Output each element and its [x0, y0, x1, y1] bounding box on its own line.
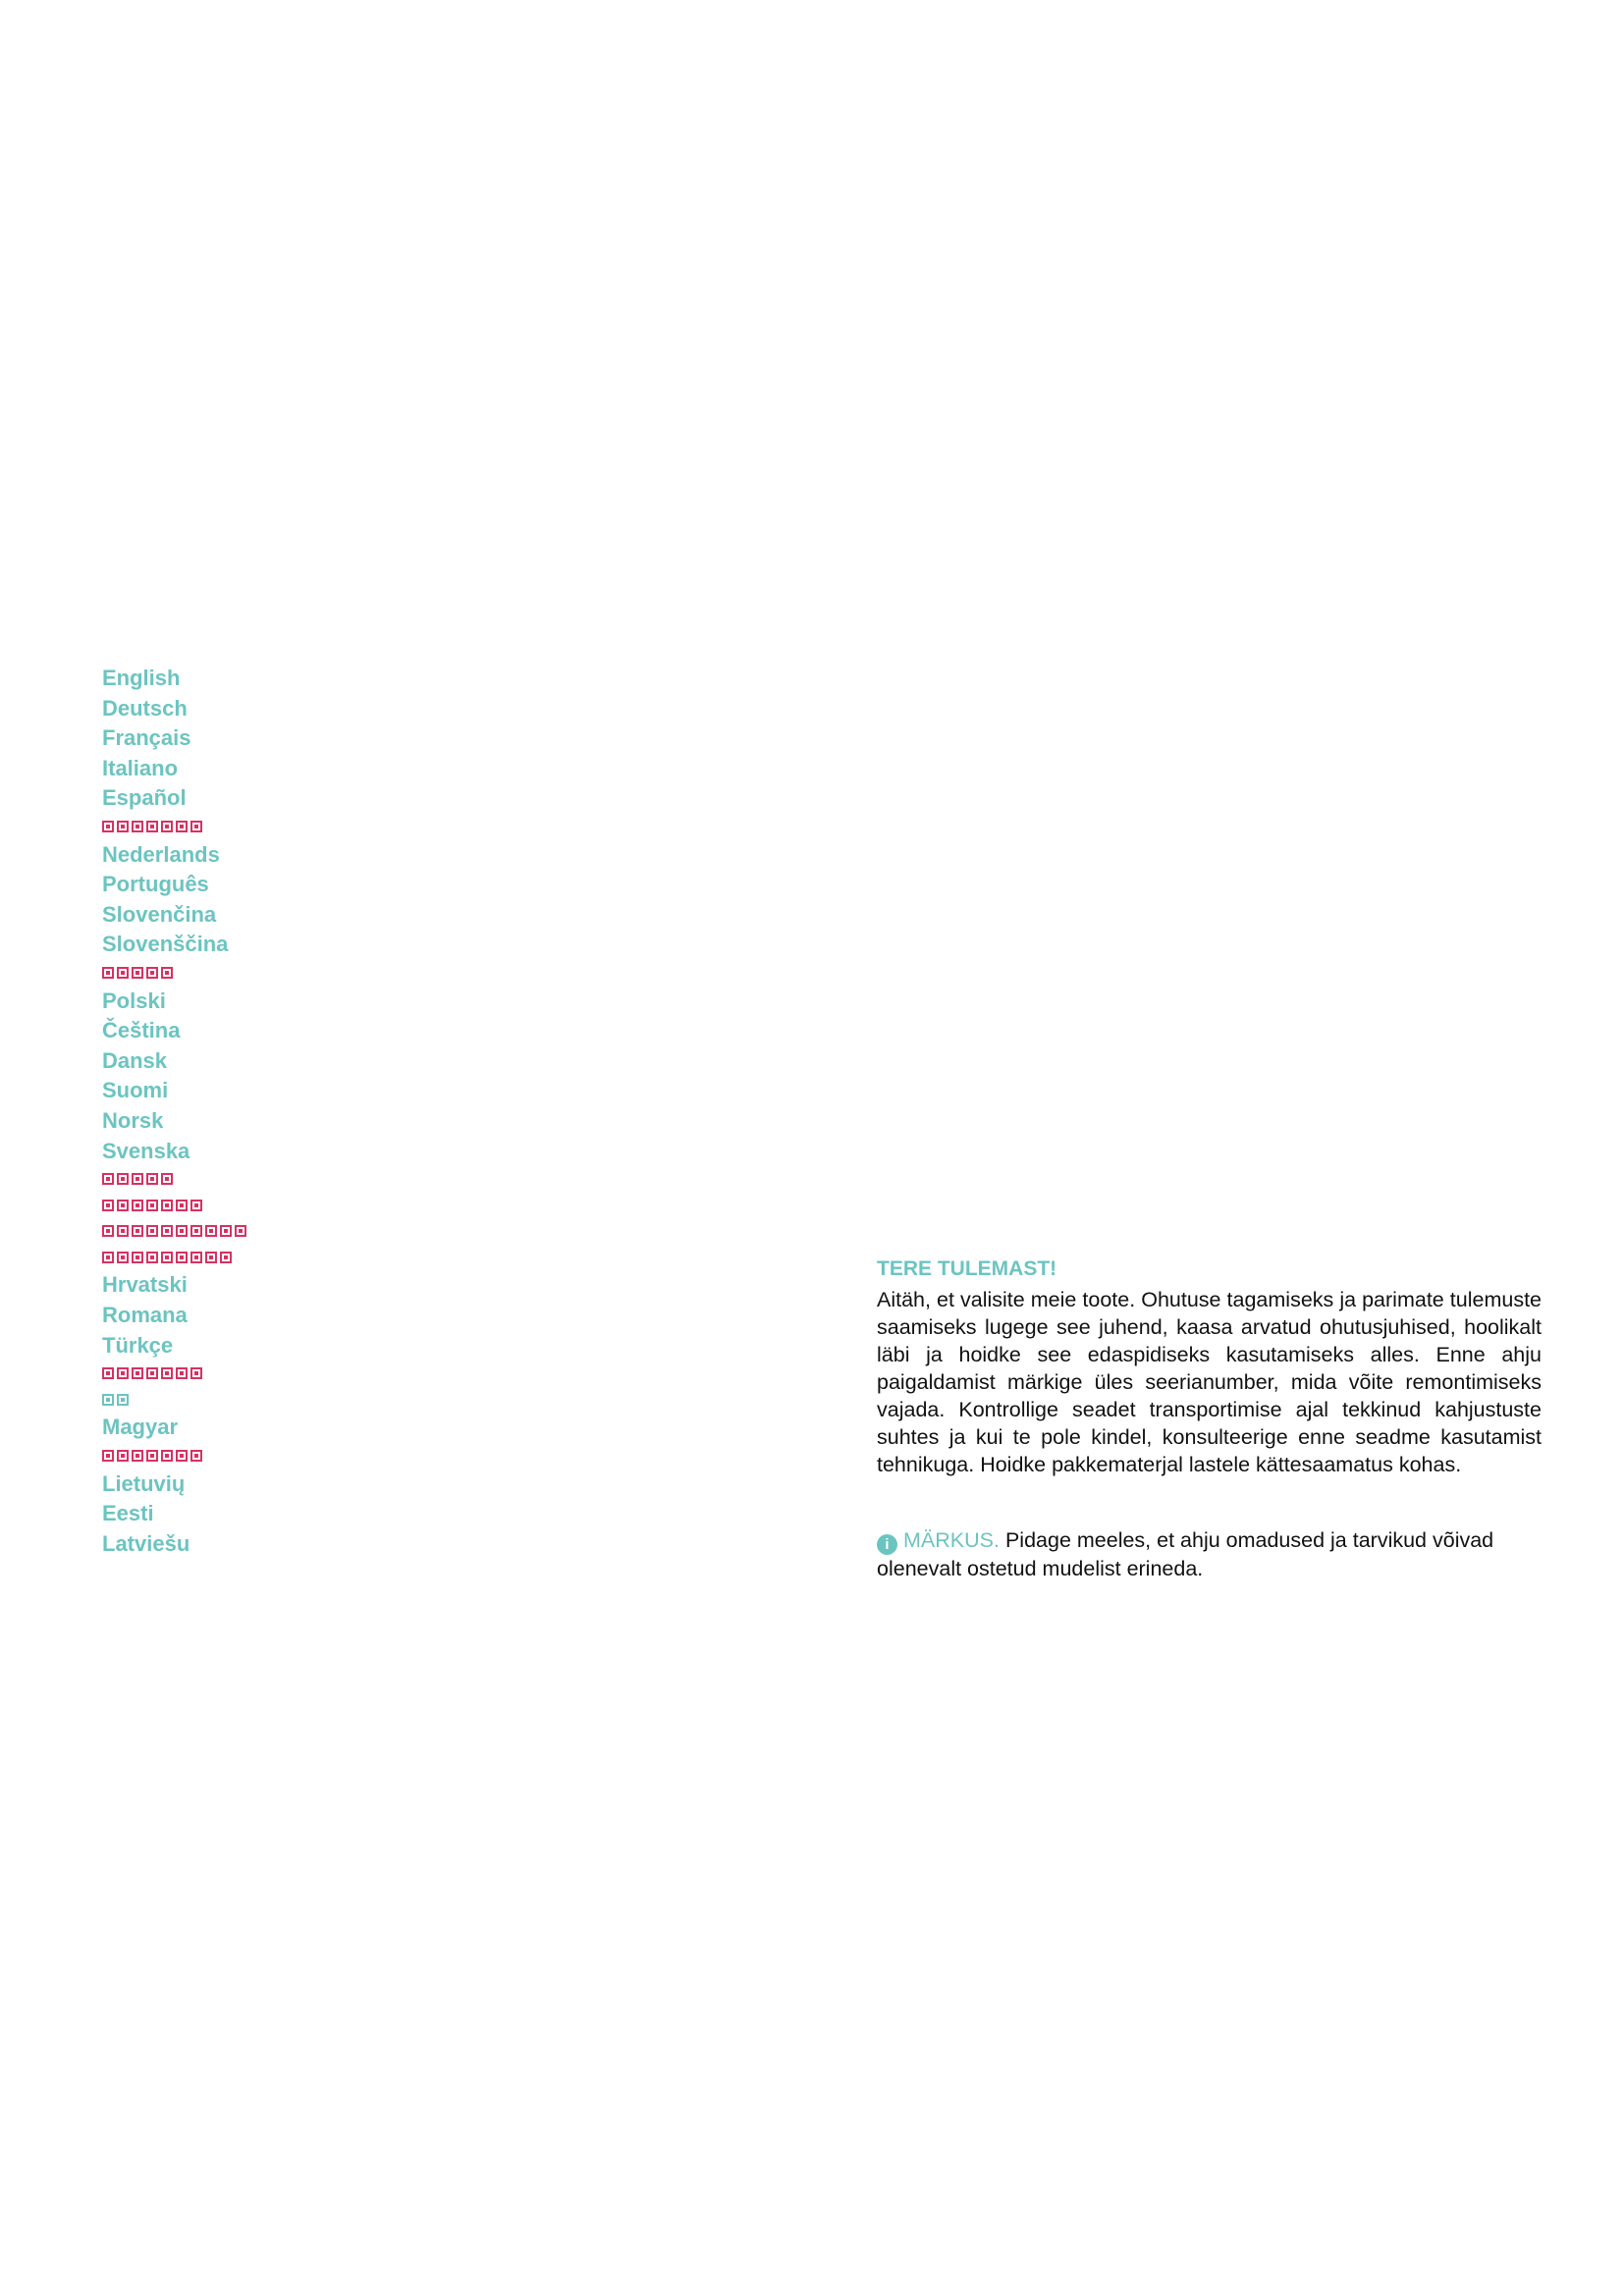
missing-glyph-icon	[205, 1252, 217, 1263]
language-item: Polski	[102, 988, 166, 1013]
info-icon: i	[877, 1534, 897, 1555]
welcome-section	[877, 1256, 1542, 1478]
welcome-body: Aitäh, et valisite meie toote. Ohutuse tagamiseks ja parimate tulemuste saamiseks lugege see juhend, kaasa arvatud ohutusjuhised, hoolikalt läbi ja hoidke see edaspidiseks kasutamiseks alles. Enne ahju paigaldamist märkige üles seerianumber, mida võite remontimiseks vajada. Kontrollige seadet transportimise ajal tekkinud kahjustuste suhtes ja kui te pole kindel, konsulteerige enne seadme kasutamist tehnikuga. Hoidke pakkematerjal lastele kättesaamatus kohas.	[877, 1288, 1542, 1476]
missing-glyph-icon	[117, 967, 129, 979]
missing-glyph-icon	[161, 967, 173, 979]
missing-glyph-icon	[161, 1450, 173, 1462]
missing-glyph-icon	[132, 1450, 143, 1462]
language-item: Romana	[102, 1303, 188, 1328]
missing-glyph-icon	[190, 1367, 202, 1379]
missing-glyph-icon	[102, 1367, 114, 1379]
missing-glyph-icon	[146, 1252, 158, 1263]
missing-glyph-icon	[117, 1173, 129, 1185]
language-item: Norsk	[102, 1107, 164, 1133]
missing-glyph-icon	[102, 821, 114, 832]
language-item: Português	[102, 872, 209, 897]
language-item: Français	[102, 725, 191, 751]
missing-glyph-icon	[146, 1225, 158, 1237]
language-item: Suomi	[102, 1078, 169, 1103]
missing-glyph-icon	[190, 1200, 202, 1211]
missing-glyph-icon	[132, 1252, 143, 1263]
language-item: Čeština	[102, 1018, 181, 1043]
language-item: Svenska	[102, 1138, 190, 1163]
language-item: Türkçe	[102, 1332, 174, 1358]
language-list	[102, 664, 249, 1559]
language-item-glyph	[102, 1387, 249, 1414]
missing-glyph-icon	[117, 1394, 129, 1406]
missing-glyph-icon	[190, 1450, 202, 1462]
language-item: Lietuvių	[102, 1470, 186, 1496]
missing-glyph-icon	[161, 1173, 173, 1185]
language-item: Nederlands	[102, 841, 220, 867]
language-item-glyph	[102, 1218, 249, 1245]
missing-glyph-icon	[161, 1200, 173, 1211]
language-item-glyph	[102, 1443, 249, 1469]
missing-glyph-icon	[132, 967, 143, 979]
missing-glyph-icon	[146, 1200, 158, 1211]
welcome-title: TERE TULEMAST!	[877, 1257, 1057, 1280]
missing-glyph-icon	[190, 1225, 202, 1237]
missing-glyph-icon	[176, 1252, 188, 1263]
missing-glyph-icon	[161, 1367, 173, 1379]
missing-glyph-icon	[176, 1225, 188, 1237]
language-item: English	[102, 666, 181, 690]
missing-glyph-icon	[146, 1450, 158, 1462]
language-item-glyph	[102, 960, 249, 987]
missing-glyph-icon	[161, 1252, 173, 1263]
missing-glyph-icon	[117, 1252, 129, 1263]
missing-glyph-icon	[205, 1225, 217, 1237]
missing-glyph-icon	[102, 1225, 114, 1237]
missing-glyph-icon	[176, 1450, 188, 1462]
missing-glyph-icon	[161, 821, 173, 832]
missing-glyph-icon	[176, 821, 188, 832]
missing-glyph-icon	[132, 1225, 143, 1237]
missing-glyph-icon	[102, 1394, 114, 1406]
language-item: Slovenčina	[102, 901, 217, 927]
missing-glyph-icon	[176, 1367, 188, 1379]
language-item-glyph	[102, 1193, 249, 1219]
missing-glyph-icon	[235, 1225, 246, 1237]
missing-glyph-icon	[102, 1200, 114, 1211]
language-item: Magyar	[102, 1415, 179, 1440]
missing-glyph-icon	[117, 821, 129, 832]
language-item: Hrvatski	[102, 1272, 188, 1298]
language-item: Latviešu	[102, 1530, 190, 1556]
language-item: Slovenščina	[102, 932, 229, 957]
missing-glyph-icon	[190, 821, 202, 832]
missing-glyph-icon	[132, 1173, 143, 1185]
missing-glyph-icon	[132, 1200, 143, 1211]
note-label: MÄRKUS.	[903, 1528, 1000, 1552]
missing-glyph-icon	[132, 1367, 143, 1379]
note-text: Pidage meeles, et ahju omadused ja tarvikud võivad olenevalt ostetud mudelist erineda.	[877, 1528, 1494, 1580]
missing-glyph-icon	[102, 1450, 114, 1462]
missing-glyph-icon	[161, 1225, 173, 1237]
language-item: Eesti	[102, 1501, 154, 1526]
missing-glyph-icon	[176, 1200, 188, 1211]
missing-glyph-icon	[146, 967, 158, 979]
missing-glyph-icon	[146, 1367, 158, 1379]
language-item: Deutsch	[102, 695, 188, 721]
missing-glyph-icon	[117, 1225, 129, 1237]
missing-glyph-icon	[117, 1450, 129, 1462]
note-section	[877, 1526, 1542, 1582]
language-item: Italiano	[102, 755, 179, 780]
missing-glyph-icon	[117, 1367, 129, 1379]
language-item-glyph	[102, 814, 249, 840]
missing-glyph-icon	[132, 821, 143, 832]
language-item: Dansk	[102, 1047, 168, 1073]
missing-glyph-icon	[117, 1200, 129, 1211]
missing-glyph-icon	[220, 1252, 232, 1263]
language-item: Español	[102, 785, 187, 811]
missing-glyph-icon	[146, 821, 158, 832]
language-item-glyph	[102, 1166, 249, 1193]
language-item-glyph	[102, 1361, 249, 1387]
missing-glyph-icon	[146, 1173, 158, 1185]
missing-glyph-icon	[190, 1252, 202, 1263]
missing-glyph-icon	[220, 1225, 232, 1237]
missing-glyph-icon	[102, 967, 114, 979]
missing-glyph-icon	[102, 1252, 114, 1263]
language-item-glyph	[102, 1245, 249, 1271]
missing-glyph-icon	[102, 1173, 114, 1185]
